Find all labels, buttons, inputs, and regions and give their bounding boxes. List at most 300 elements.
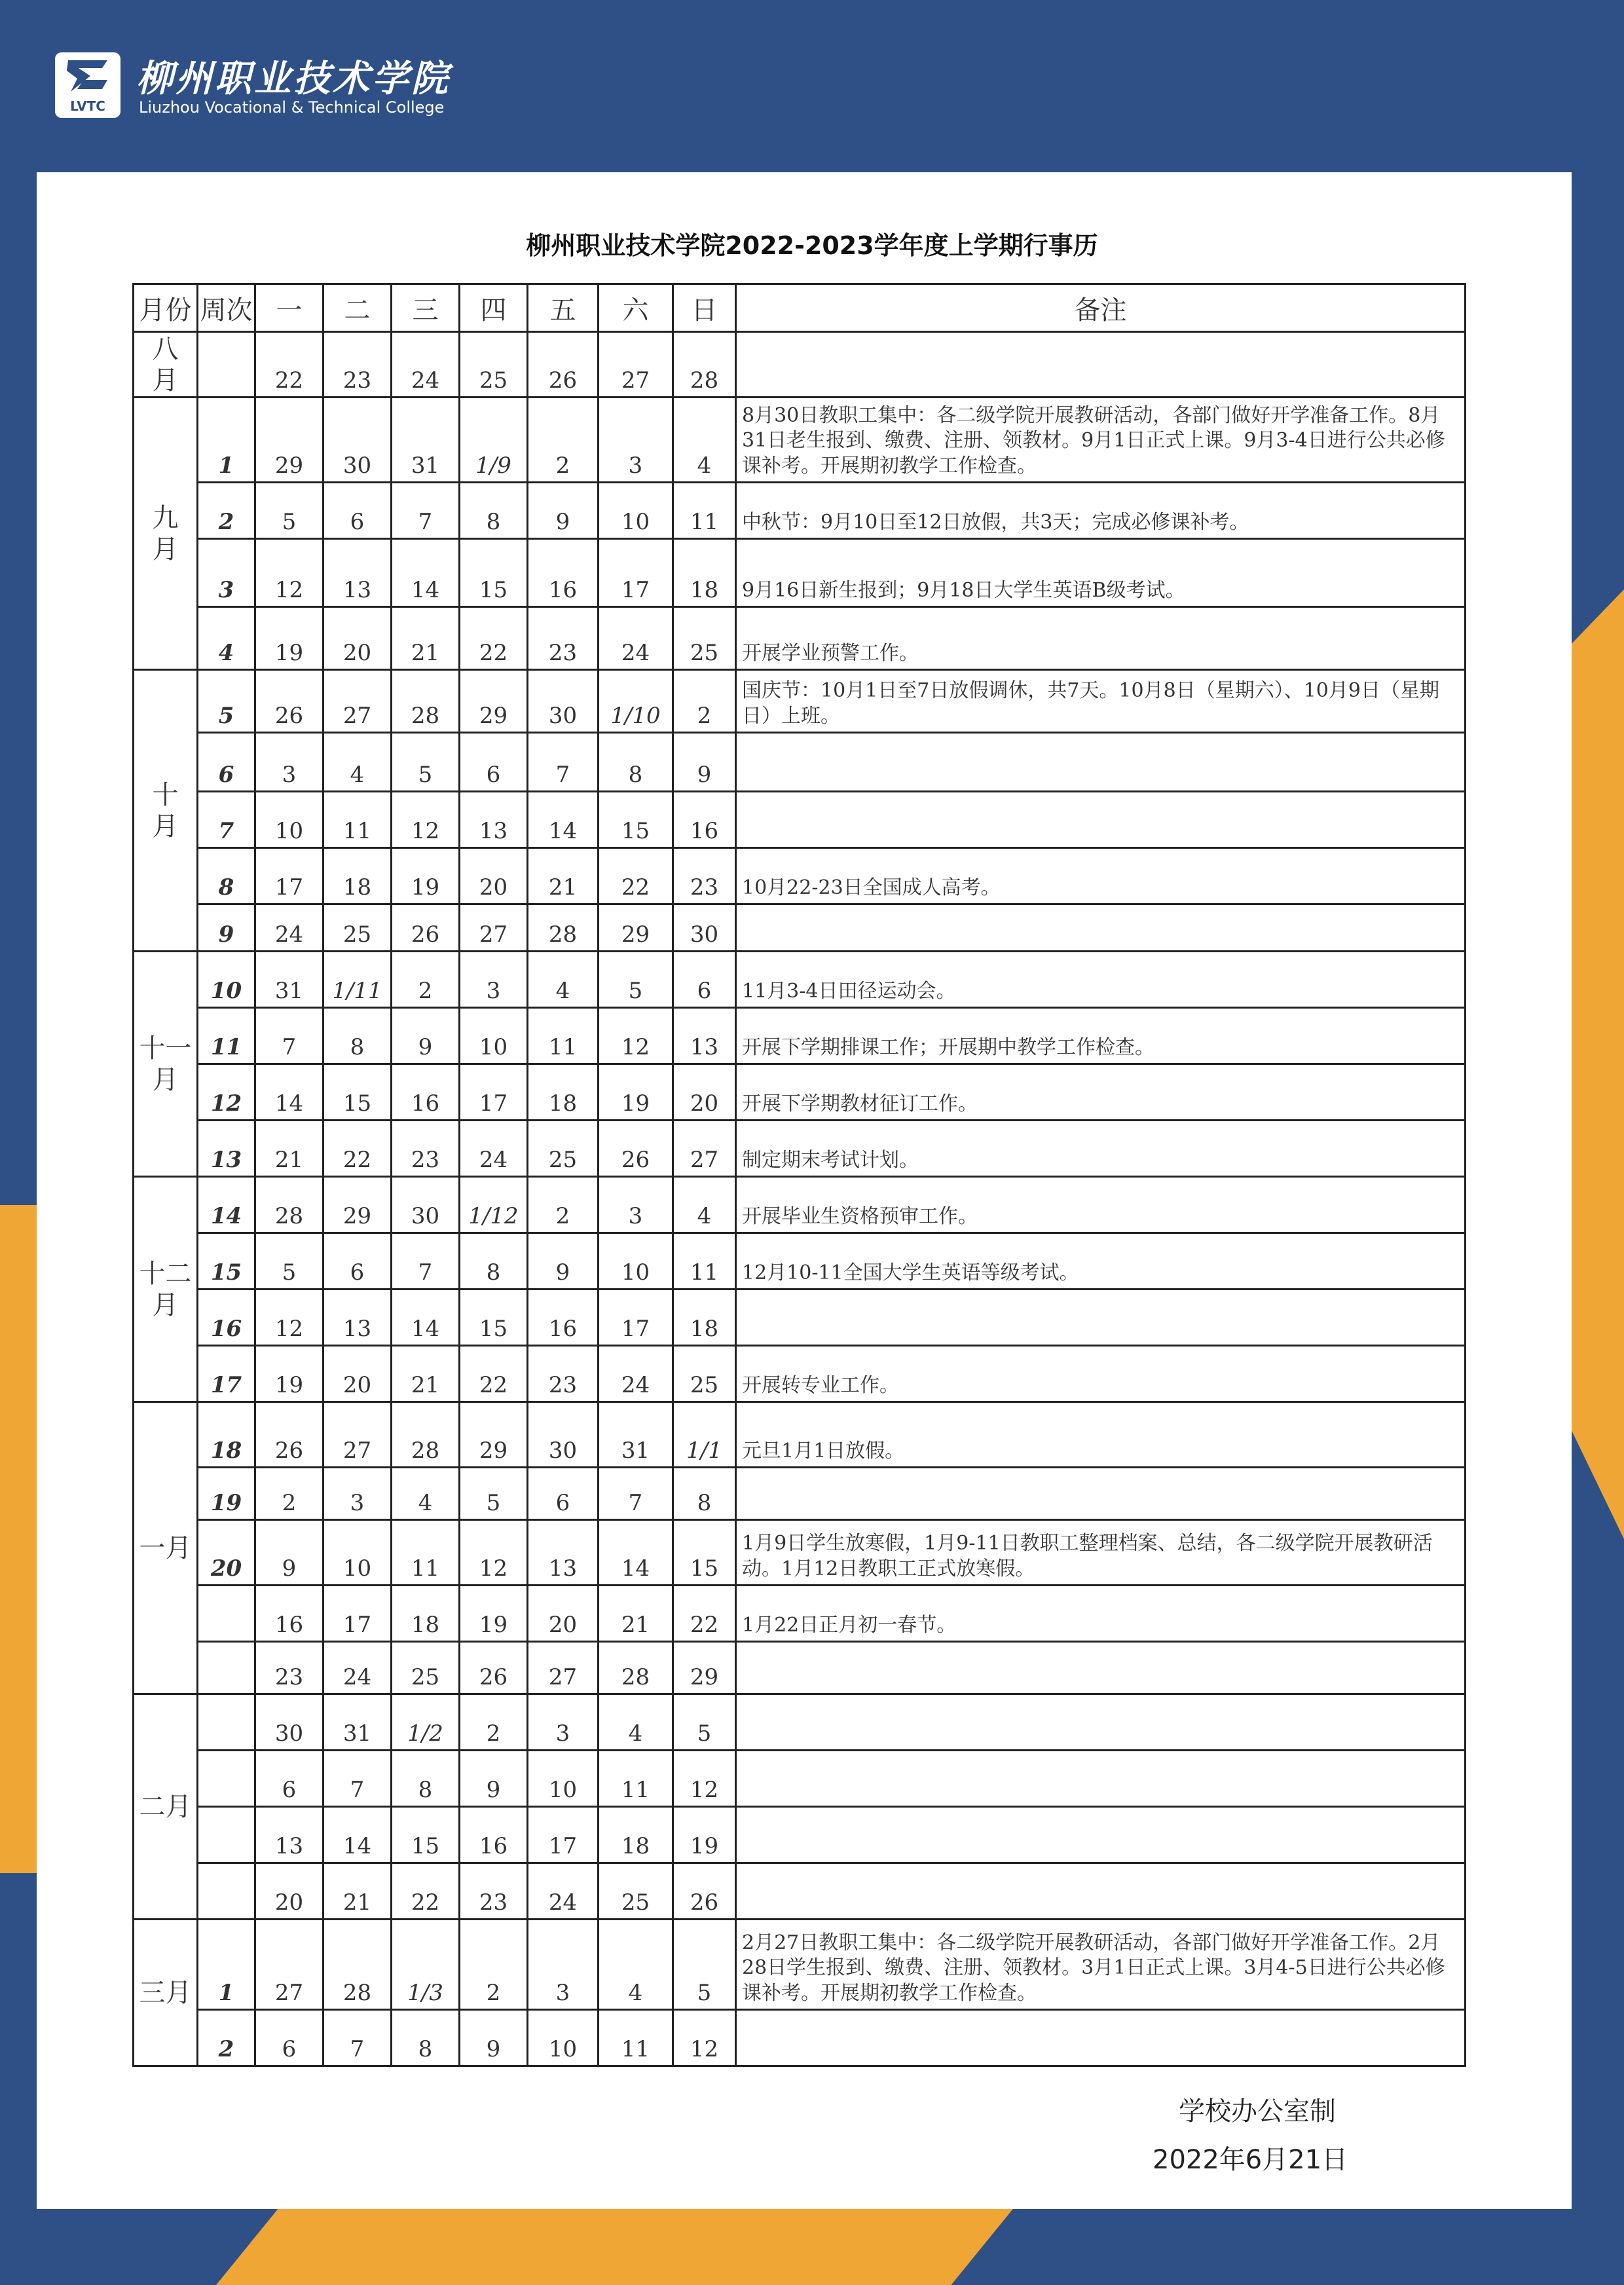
month-label: 十 月 [134, 670, 198, 952]
day-cell: 23 [392, 1121, 460, 1177]
day-cell: 19 [255, 607, 323, 670]
note-cell: 开展转专业工作。 [736, 1346, 1466, 1402]
day-cell: 25 [673, 607, 736, 670]
day-cell: 7 [255, 1008, 323, 1064]
header-notes: 备注 [736, 284, 1466, 332]
day-cell: 17 [599, 1290, 673, 1346]
day-cell: 29 [460, 670, 528, 733]
day-cell: 11 [528, 1008, 599, 1064]
day-cell: 27 [673, 1121, 736, 1177]
day-cell: 27 [599, 332, 673, 398]
day-cell: 15 [673, 1520, 736, 1586]
day-cell: 7 [323, 1751, 392, 1807]
day-cell: 4 [673, 1177, 736, 1233]
week-number [198, 1642, 255, 1694]
day-cell: 5 [460, 1468, 528, 1520]
day-cell: 24 [255, 904, 323, 952]
day-cell: 16 [528, 539, 599, 607]
day-cell: 3 [528, 1920, 599, 2010]
day-cell: 12 [255, 539, 323, 607]
note-cell [736, 1751, 1466, 1807]
note-cell [736, 332, 1466, 398]
day-cell: 5 [673, 1920, 736, 2010]
note-cell: 开展下学期排课工作；开展期中教学工作检查。 [736, 1008, 1466, 1064]
week-number: 6 [198, 733, 255, 792]
day-cell: 1/10 [599, 670, 673, 733]
day-cell: 6 [673, 952, 736, 1008]
day-cell: 23 [528, 1346, 599, 1402]
day-cell: 2 [460, 1694, 528, 1751]
day-cell: 30 [528, 1402, 599, 1468]
day-cell: 28 [599, 1642, 673, 1694]
day-cell: 29 [255, 398, 323, 483]
note-cell [736, 1863, 1466, 1920]
day-cell: 25 [323, 904, 392, 952]
day-cell: 15 [392, 1807, 460, 1863]
day-cell: 8 [392, 1751, 460, 1807]
day-cell: 28 [528, 904, 599, 952]
table-row [134, 1290, 1466, 1346]
day-cell: 18 [528, 1064, 599, 1121]
day-cell: 9 [255, 1520, 323, 1586]
day-cell: 2 [528, 1177, 599, 1233]
day-cell: 26 [460, 1642, 528, 1694]
header-month: 月份 [134, 284, 198, 332]
day-cell: 22 [460, 1346, 528, 1402]
day-cell: 17 [528, 1807, 599, 1863]
day-cell: 6 [323, 1233, 392, 1290]
note-cell: 2月27日教职工集中：各二级学院开展教研活动，各部门做好开学准备工作。2月28日学生报到、缴费、注册、领教材。3月1日正式上课。3月4-5日进行公共必修课补考。开展期初教学工作检查。 [736, 1920, 1466, 2010]
day-cell: 25 [460, 332, 528, 398]
week-number: 15 [198, 1233, 255, 1290]
day-cell: 26 [599, 1121, 673, 1177]
day-cell: 4 [673, 398, 736, 483]
day-cell: 2 [528, 398, 599, 483]
day-cell: 17 [460, 1064, 528, 1121]
day-cell: 28 [392, 670, 460, 733]
day-cell: 5 [599, 952, 673, 1008]
day-cell: 13 [323, 1290, 392, 1346]
week-number: 19 [198, 1468, 255, 1520]
day-cell: 9 [392, 1008, 460, 1064]
note-cell: 10月22-23日全国成人高考。 [736, 848, 1466, 904]
day-cell: 25 [528, 1121, 599, 1177]
header-tue: 二 [323, 284, 392, 332]
day-cell: 9 [528, 483, 599, 539]
note-cell: 8月30日教职工集中：各二级学院开展教研活动，各部门做好开学准备工作。8月31日老生报到、缴费、注册、领教材。9月1日正式上课。9月3-4日进行公共必修课补考。开展期初教学工作检查。 [736, 398, 1466, 483]
table-row [134, 1642, 1466, 1694]
day-cell: 7 [599, 1468, 673, 1520]
header-thu: 四 [460, 284, 528, 332]
day-cell: 1/12 [460, 1177, 528, 1233]
day-cell: 22 [673, 1586, 736, 1642]
day-cell: 10 [323, 1520, 392, 1586]
day-cell: 22 [255, 332, 323, 398]
day-cell: 14 [392, 539, 460, 607]
week-number: 14 [198, 1177, 255, 1233]
note-cell: 开展下学期教材征订工作。 [736, 1064, 1466, 1121]
week-number: 3 [198, 539, 255, 607]
note-cell: 11月3-4日田径运动会。 [736, 952, 1466, 1008]
table-row [134, 1121, 1466, 1177]
day-cell: 16 [392, 1064, 460, 1121]
day-cell: 2 [255, 1468, 323, 1520]
day-cell: 23 [460, 1863, 528, 1920]
day-cell: 12 [673, 2010, 736, 2066]
month-label: 二月 [134, 1694, 198, 1920]
day-cell: 12 [599, 1008, 673, 1064]
day-cell: 8 [460, 1233, 528, 1290]
week-number [198, 1586, 255, 1642]
header-mon: 一 [255, 284, 323, 332]
day-cell: 29 [323, 1177, 392, 1233]
note-cell: 12月10-11全国大学生英语等级考试。 [736, 1233, 1466, 1290]
note-cell [736, 1694, 1466, 1751]
day-cell: 3 [460, 952, 528, 1008]
week-number: 7 [198, 792, 255, 848]
day-cell: 18 [673, 539, 736, 607]
note-cell: 开展学业预警工作。 [736, 607, 1466, 670]
day-cell: 30 [392, 1177, 460, 1233]
day-cell: 14 [392, 1290, 460, 1346]
note-cell [736, 1290, 1466, 1346]
day-cell: 21 [323, 1863, 392, 1920]
day-cell: 5 [255, 483, 323, 539]
day-cell: 24 [323, 1642, 392, 1694]
day-cell: 21 [392, 1346, 460, 1402]
day-cell: 26 [255, 670, 323, 733]
day-cell: 24 [599, 607, 673, 670]
day-cell: 14 [528, 792, 599, 848]
day-cell: 19 [673, 1807, 736, 1863]
day-cell: 6 [255, 1751, 323, 1807]
day-cell: 19 [392, 848, 460, 904]
month-label: 三月 [134, 1920, 198, 2066]
month-label: 十二 月 [134, 1177, 198, 1402]
table-row [134, 1694, 1466, 1751]
day-cell: 1/11 [323, 952, 392, 1008]
week-number: 10 [198, 952, 255, 1008]
day-cell: 23 [255, 1642, 323, 1694]
week-number: 8 [198, 848, 255, 904]
day-cell: 16 [460, 1807, 528, 1863]
table-row [134, 1863, 1466, 1920]
day-cell: 21 [599, 1586, 673, 1642]
day-cell: 16 [673, 792, 736, 848]
day-cell: 3 [255, 733, 323, 792]
note-cell [736, 904, 1466, 952]
note-cell [736, 1642, 1466, 1694]
day-cell: 31 [599, 1402, 673, 1468]
note-cell: 1月22日正月初一春节。 [736, 1586, 1466, 1642]
table-row [134, 1008, 1466, 1064]
day-cell: 1/2 [392, 1694, 460, 1751]
day-cell: 14 [323, 1807, 392, 1863]
week-number [198, 1751, 255, 1807]
day-cell: 11 [599, 1751, 673, 1807]
table-row [134, 1064, 1466, 1121]
day-cell: 7 [528, 733, 599, 792]
logo-abbr: LVTC [70, 98, 105, 114]
day-cell: 26 [392, 904, 460, 952]
page-title: 柳州职业技术学院2022-2023学年度上学期行事历 [526, 231, 1098, 260]
table-row [134, 1751, 1466, 1807]
day-cell: 25 [392, 1642, 460, 1694]
table-row [134, 539, 1466, 607]
footer-office: 学校办公室制 [1179, 2096, 1336, 2127]
week-number: 13 [198, 1121, 255, 1177]
day-cell: 8 [460, 483, 528, 539]
week-number: 1 [198, 1920, 255, 2010]
header-row [134, 284, 1466, 332]
day-cell: 20 [255, 1863, 323, 1920]
day-cell: 24 [599, 1346, 673, 1402]
day-cell: 9 [673, 733, 736, 792]
day-cell: 24 [392, 332, 460, 398]
week-number: 5 [198, 670, 255, 733]
note-cell: 制定期末考试计划。 [736, 1121, 1466, 1177]
day-cell: 21 [255, 1121, 323, 1177]
table-row [134, 792, 1466, 848]
day-cell: 29 [599, 904, 673, 952]
day-cell: 15 [460, 1290, 528, 1346]
day-cell: 22 [460, 607, 528, 670]
day-cell: 26 [528, 332, 599, 398]
day-cell: 3 [528, 1694, 599, 1751]
day-cell: 30 [673, 904, 736, 952]
day-cell: 1/1 [673, 1402, 736, 1468]
table-row [134, 848, 1466, 904]
table-row [134, 1807, 1466, 1863]
day-cell: 23 [323, 332, 392, 398]
week-number [198, 332, 255, 398]
header-week: 周次 [198, 284, 255, 332]
day-cell: 23 [673, 848, 736, 904]
week-number [198, 1694, 255, 1751]
day-cell: 8 [599, 733, 673, 792]
note-cell: 元旦1月1日放假。 [736, 1402, 1466, 1468]
day-cell: 27 [323, 670, 392, 733]
month-label: 九 月 [134, 398, 198, 670]
day-cell: 24 [528, 1863, 599, 1920]
day-cell: 18 [673, 1290, 736, 1346]
day-cell: 25 [599, 1863, 673, 1920]
day-cell: 1/9 [460, 398, 528, 483]
day-cell: 12 [460, 1520, 528, 1586]
day-cell: 3 [599, 1177, 673, 1233]
day-cell: 28 [323, 1920, 392, 2010]
day-cell: 9 [460, 2010, 528, 2066]
month-label: 八 月 [134, 332, 198, 398]
day-cell: 10 [460, 1008, 528, 1064]
day-cell: 11 [599, 2010, 673, 2066]
college-name-cn: 柳州职业技术学院 [136, 57, 451, 100]
day-cell: 13 [323, 539, 392, 607]
day-cell: 27 [460, 904, 528, 952]
day-cell: 17 [323, 1586, 392, 1642]
day-cell: 12 [255, 1290, 323, 1346]
day-cell: 10 [528, 1751, 599, 1807]
day-cell: 18 [392, 1586, 460, 1642]
table-row [134, 1402, 1466, 1468]
day-cell: 29 [673, 1642, 736, 1694]
day-cell: 13 [460, 792, 528, 848]
day-cell: 27 [528, 1642, 599, 1694]
day-cell: 13 [528, 1520, 599, 1586]
table-row [134, 733, 1466, 792]
week-number: 9 [198, 904, 255, 952]
note-cell [736, 733, 1466, 792]
day-cell: 8 [323, 1008, 392, 1064]
day-cell: 3 [323, 1468, 392, 1520]
college-name-en: Liuzhou Vocational & Technical College [139, 98, 445, 117]
week-number [198, 1863, 255, 1920]
day-cell: 4 [599, 1694, 673, 1751]
day-cell: 10 [255, 792, 323, 848]
day-cell: 29 [460, 1402, 528, 1468]
day-cell: 18 [599, 1807, 673, 1863]
note-cell [736, 1468, 1466, 1520]
day-cell: 11 [323, 792, 392, 848]
table-row [134, 670, 1466, 733]
day-cell: 9 [528, 1233, 599, 1290]
day-cell: 20 [528, 1586, 599, 1642]
day-cell: 4 [392, 1468, 460, 1520]
day-cell: 19 [599, 1064, 673, 1121]
week-number: 11 [198, 1008, 255, 1064]
lvtc-logo-icon [64, 58, 111, 94]
day-cell: 31 [255, 952, 323, 1008]
day-cell: 23 [528, 607, 599, 670]
day-cell: 28 [392, 1402, 460, 1468]
day-cell: 11 [392, 1520, 460, 1586]
table-row [134, 1233, 1466, 1290]
table-row [134, 952, 1466, 1008]
day-cell: 30 [255, 1694, 323, 1751]
day-cell: 5 [673, 1694, 736, 1751]
day-cell: 20 [323, 607, 392, 670]
header-sat: 六 [599, 284, 673, 332]
note-cell: 开展毕业生资格预审工作。 [736, 1177, 1466, 1233]
day-cell: 15 [460, 539, 528, 607]
day-cell: 16 [528, 1290, 599, 1346]
note-cell [736, 2010, 1466, 2066]
day-cell: 2 [673, 670, 736, 733]
day-cell: 4 [599, 1920, 673, 2010]
week-number: 12 [198, 1064, 255, 1121]
day-cell: 31 [323, 1694, 392, 1751]
day-cell: 4 [323, 733, 392, 792]
table-row [134, 1468, 1466, 1520]
header-wed: 三 [392, 284, 460, 332]
day-cell: 31 [392, 398, 460, 483]
day-cell: 12 [673, 1751, 736, 1807]
table-row [134, 1520, 1466, 1586]
table-row [134, 904, 1466, 952]
day-cell: 16 [255, 1586, 323, 1642]
day-cell: 22 [599, 848, 673, 904]
day-cell: 10 [599, 483, 673, 539]
week-number: 20 [198, 1520, 255, 1586]
day-cell: 3 [599, 398, 673, 483]
week-number [198, 1807, 255, 1863]
day-cell: 15 [323, 1064, 392, 1121]
footer-date: 2022年6月21日 [1153, 2145, 1348, 2175]
table-row [134, 1346, 1466, 1402]
day-cell: 20 [673, 1064, 736, 1121]
day-cell: 14 [599, 1520, 673, 1586]
day-cell: 15 [599, 792, 673, 848]
day-cell: 1/3 [392, 1920, 460, 2010]
day-cell: 6 [255, 2010, 323, 2066]
header-sun: 日 [673, 284, 736, 332]
calendar-table [132, 283, 1466, 2067]
day-cell: 27 [255, 1920, 323, 2010]
calendar-body [134, 332, 1466, 2066]
month-label: 一月 [134, 1402, 198, 1694]
day-cell: 18 [323, 848, 392, 904]
table-row [134, 1586, 1466, 1642]
day-cell: 13 [255, 1807, 323, 1863]
day-cell: 8 [673, 1468, 736, 1520]
month-label: 十一 月 [134, 952, 198, 1177]
table-row [134, 332, 1466, 398]
week-number: 2 [198, 2010, 255, 2066]
day-cell: 5 [255, 1233, 323, 1290]
week-number: 4 [198, 607, 255, 670]
day-cell: 21 [392, 607, 460, 670]
day-cell: 7 [392, 483, 460, 539]
note-cell: 1月9日学生放寒假，1月9-11日教职工整理档案、总结，各二级学院开展教研活动。1月12日教职工正式放寒假。 [736, 1520, 1466, 1586]
day-cell: 10 [528, 2010, 599, 2066]
day-cell: 13 [673, 1008, 736, 1064]
table-row [134, 2010, 1466, 2066]
day-cell: 7 [392, 1233, 460, 1290]
day-cell: 7 [323, 2010, 392, 2066]
day-cell: 20 [323, 1346, 392, 1402]
day-cell: 22 [392, 1863, 460, 1920]
week-number: 2 [198, 483, 255, 539]
day-cell: 26 [673, 1863, 736, 1920]
day-cell: 11 [673, 1233, 736, 1290]
day-cell: 17 [599, 539, 673, 607]
table-row [134, 607, 1466, 670]
note-cell: 9月16日新生报到；9月18日大学生英语B级考试。 [736, 539, 1466, 607]
day-cell: 6 [323, 483, 392, 539]
day-cell: 6 [460, 733, 528, 792]
day-cell: 22 [323, 1121, 392, 1177]
table-row [134, 1177, 1466, 1233]
week-number: 1 [198, 398, 255, 483]
note-cell [736, 792, 1466, 848]
day-cell: 2 [460, 1920, 528, 2010]
note-cell: 国庆节：10月1日至7日放假调休，共7天。10月8日（星期六）、10月9日（星期日）上班。 [736, 670, 1466, 733]
day-cell: 12 [392, 792, 460, 848]
day-cell: 10 [599, 1233, 673, 1290]
table-row [134, 483, 1466, 539]
week-number: 18 [198, 1402, 255, 1468]
note-cell [736, 1807, 1466, 1863]
day-cell: 19 [460, 1586, 528, 1642]
week-number: 17 [198, 1346, 255, 1402]
header-fri: 五 [528, 284, 599, 332]
day-cell: 2 [392, 952, 460, 1008]
day-cell: 28 [673, 332, 736, 398]
day-cell: 25 [673, 1346, 736, 1402]
day-cell: 20 [460, 848, 528, 904]
college-logo [55, 52, 120, 118]
day-cell: 14 [255, 1064, 323, 1121]
